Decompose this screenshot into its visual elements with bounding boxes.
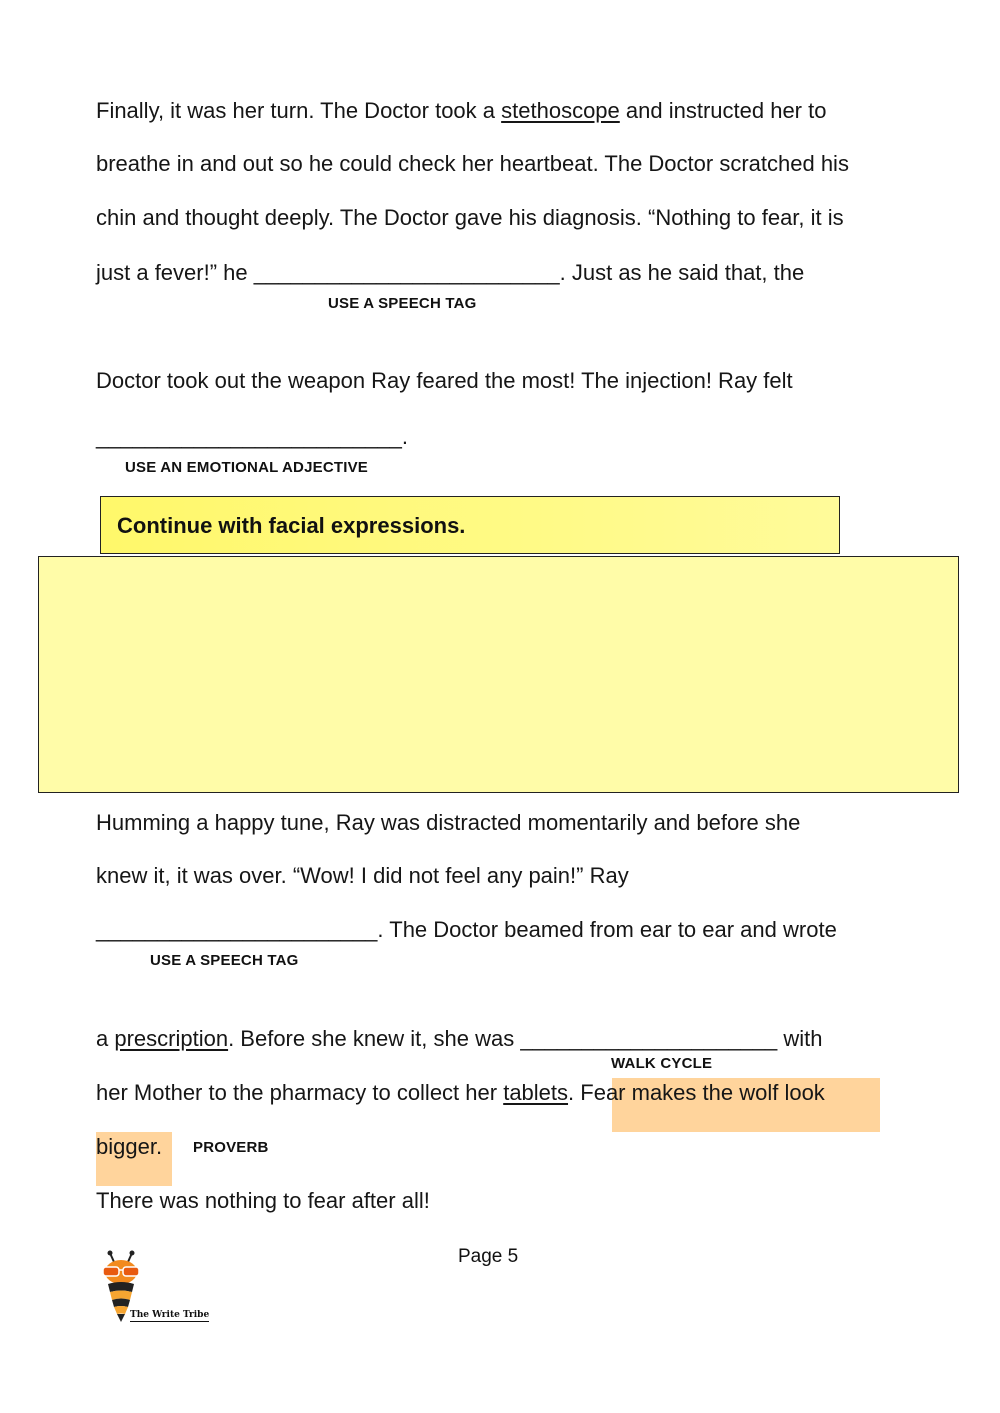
proverb-text-2: bigger. xyxy=(96,1134,163,1159)
story-line-9: _______________________. The Doctor beamed from ear to ear and wrote xyxy=(96,917,837,942)
page-number: Page 5 xyxy=(458,1246,519,1267)
facial-expressions-answer-box[interactable] xyxy=(38,556,959,793)
story-line-11: her Mother to the pharmacy to collect her tablets. Fear makes the wolf look xyxy=(96,1080,825,1105)
hint-emotional-adjective: USE AN EMOTIONAL ADJECTIVE xyxy=(125,459,369,476)
story-line-8: knew it, it was over. “Wow! I did not feel any pain!” Ray xyxy=(96,863,629,888)
proverb-text-1: Fear makes the wolf look xyxy=(580,1080,825,1105)
story-line-1: Finally, it was her turn. The Doctor took a stethoscope and instructed her to xyxy=(96,98,827,123)
speech-tag-blank-1[interactable]: _________________________ xyxy=(253,260,560,285)
emotional-adjective-blank[interactable]: _________________________ xyxy=(96,424,402,449)
story-line-4: just a fever!” he _________________________. Just as he said that, the xyxy=(96,260,805,285)
hint-speech-tag-2: USE A SPEECH TAG xyxy=(150,952,299,969)
tablets-link: tablets xyxy=(503,1080,569,1105)
hint-proverb: PROVERB xyxy=(193,1139,269,1156)
speech-tag-blank-2[interactable]: _______________________ xyxy=(96,917,378,942)
story-line-6: _________________________. xyxy=(96,424,409,449)
walk-cycle-blank[interactable]: _____________________ xyxy=(520,1026,778,1051)
hint-walk-cycle: WALK CYCLE xyxy=(611,1055,713,1072)
prompt-label: Continue with facial expressions. xyxy=(117,513,466,538)
story-line-13: There was nothing to fear after all! xyxy=(96,1188,430,1213)
stethoscope-link: stethoscope xyxy=(501,98,620,123)
write-tribe-logo xyxy=(96,1250,208,1328)
hint-speech-tag-1: USE A SPEECH TAG xyxy=(328,295,477,312)
logo-text: The Write Tribe xyxy=(130,1310,210,1320)
facial-expressions-prompt xyxy=(100,496,840,554)
story-line-7: Humming a happy tune, Ray was distracted momentarily and before she xyxy=(96,810,801,835)
story-line-10: a prescription. Before she knew it, she was _____________________ with xyxy=(96,1026,823,1051)
prescription-link: prescription xyxy=(114,1026,229,1051)
story-line-2: breathe in and out so he could check her heartbeat. The Doctor scratched his xyxy=(96,151,849,176)
story-line-5: Doctor took out the weapon Ray feared the most! The injection! Ray felt xyxy=(96,368,793,393)
story-line-12 xyxy=(96,1133,162,1161)
story-line-3: chin and thought deeply. The Doctor gave his diagnosis. “Nothing to fear, it is xyxy=(96,205,844,230)
